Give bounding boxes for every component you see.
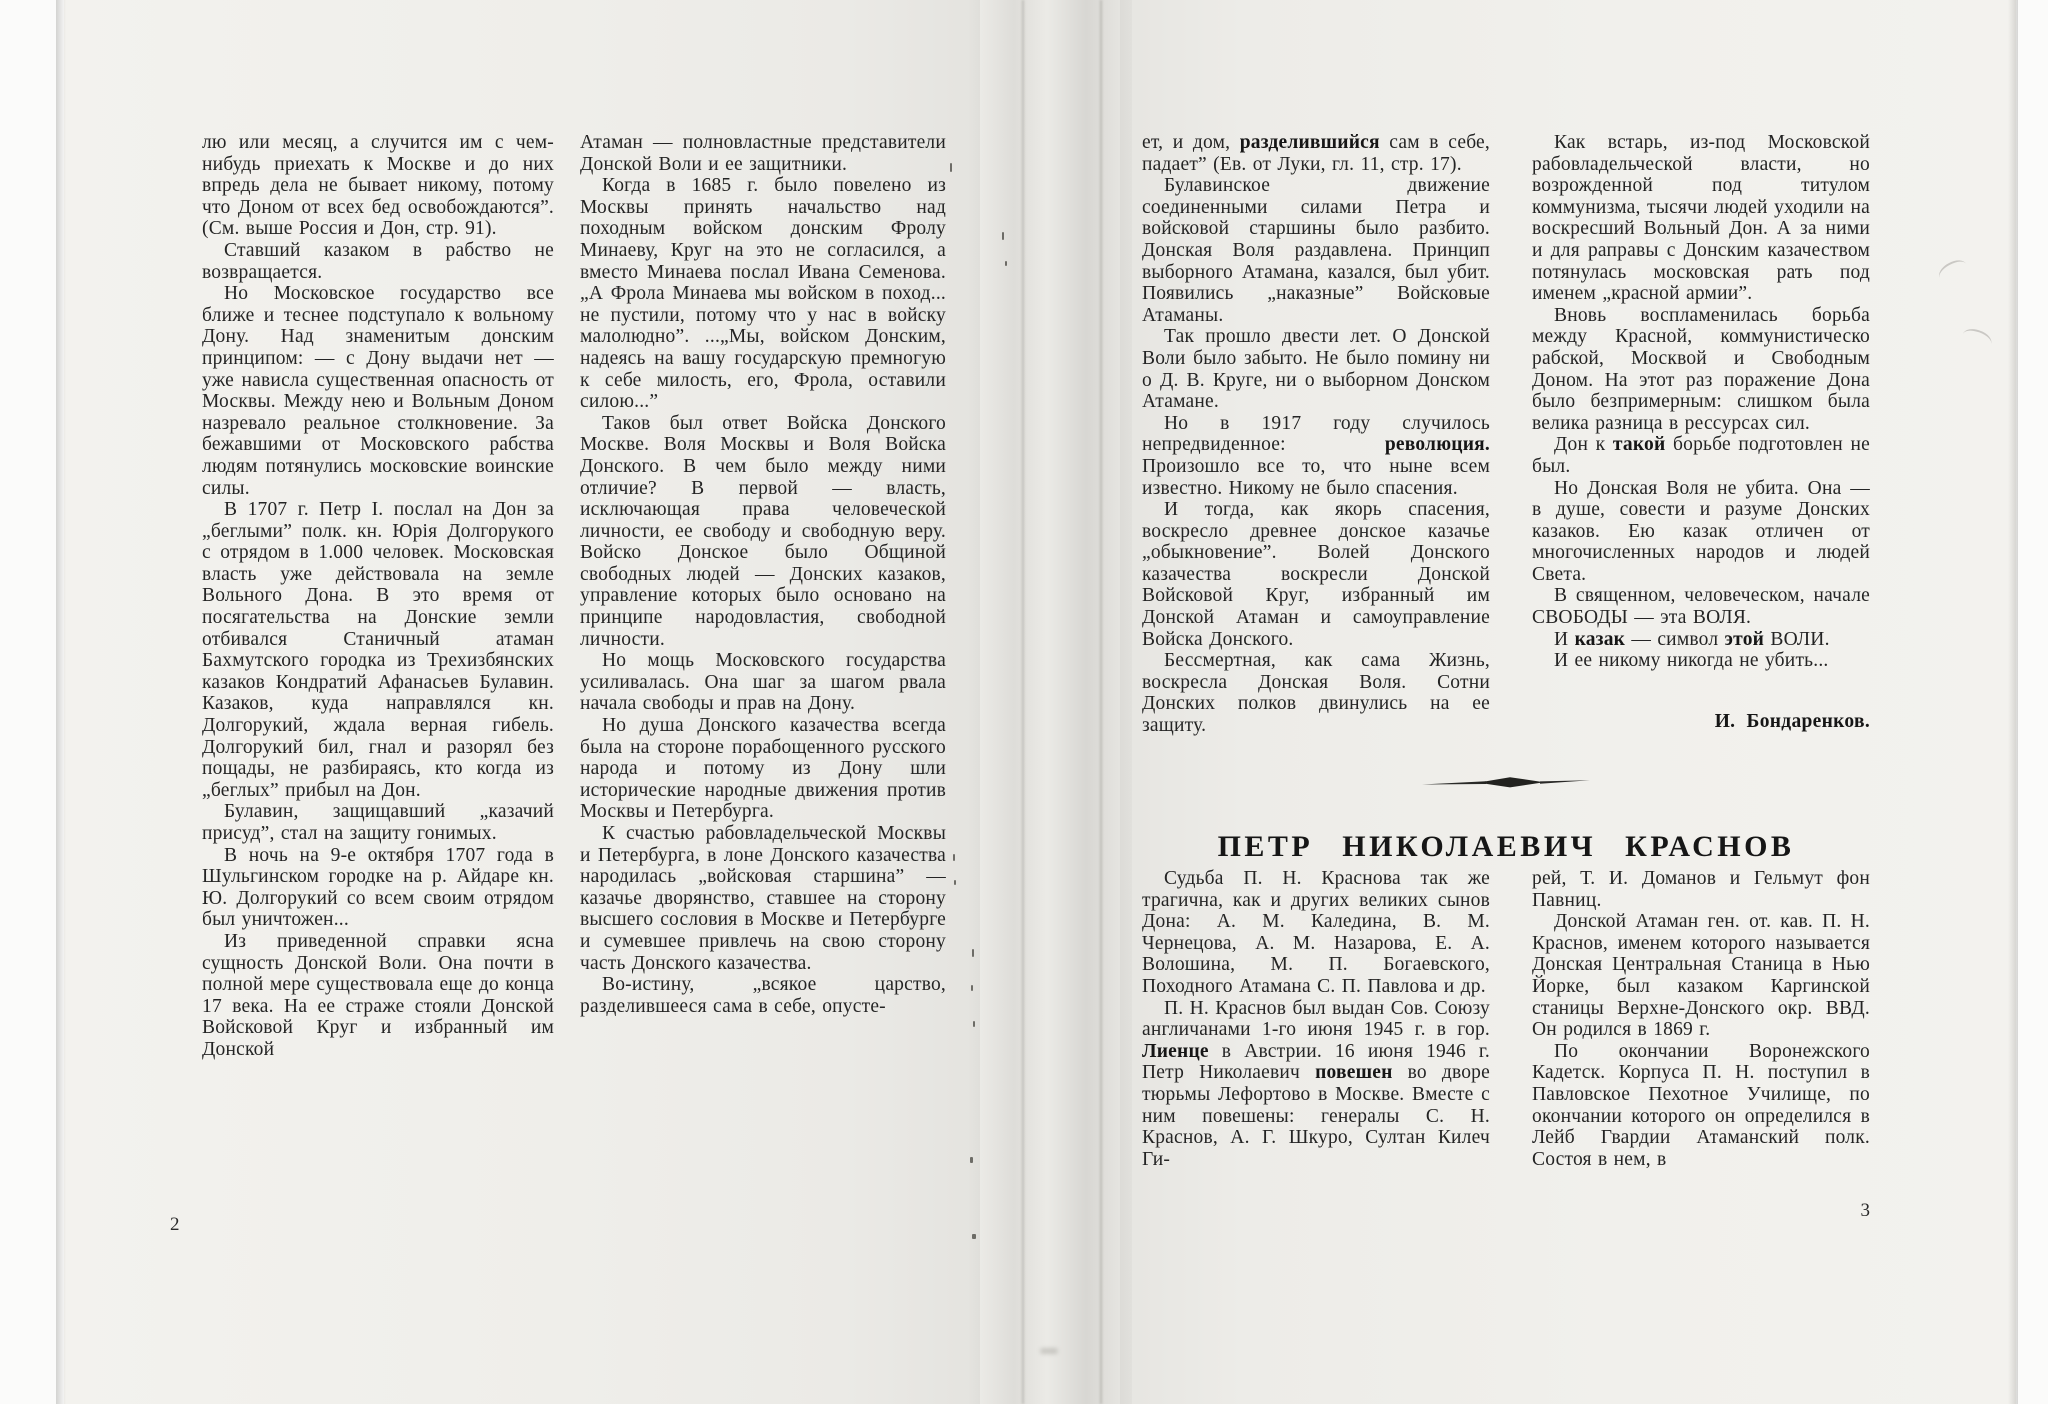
right-page-article2-column-2	[1532, 868, 1870, 1170]
paragraph: Когда в 1685 г. было повелено из Москвы принять начальство над походным войском донским Фролу Минаеву, Круг на это не согласился, а вместо Минаева послал Ивана Семенова. „А Фрола Минаева мы войском в поход... не пустили, потому что у нас в войску малолюдно”. ...„Мы, войском Донским, надеясь на вашу государскую премногую к себе милость, его, Фрола, оставили силою...”	[580, 175, 946, 413]
scan-speck	[950, 163, 952, 172]
scan-smudge	[1040, 1348, 1058, 1354]
paragraph: Дон к такой борьбе подготовлен не был.	[1532, 434, 1871, 477]
divider-rule-icon	[1422, 775, 1590, 789]
paragraph: Но Московское государство все ближе и теснее подступало к вольному Дону. Над знаменитым донским принципом: — с Дону выдачи нет — уже нависла существенная опасность от Москвы. Между нею и Вольным Доном назревало реальное столкновение. За бежавшими от Московского рабства людям потянулись московские воинские силы.	[202, 283, 554, 499]
paragraph: Во-истину, „всякое царство, разделившееся сама в себе, опусте-	[580, 974, 946, 1017]
scan-edge-left	[0, 0, 64, 1404]
paragraph: рей, Т. И. Доманов и Гельмут фон Павниц.	[1532, 868, 1870, 911]
left-page-column-2	[580, 132, 946, 1017]
paragraph: Судьба П. Н. Краснова так же трагична, как и других великих сынов Дона: А. М. Каледина, В. М. Чернецова, А. М. Назарова, Е. А. Волошина, М. П. Богаевского, Походного Атамана С. П. Павлова и др.	[1142, 868, 1490, 997]
scan-speck	[970, 1157, 973, 1163]
paragraph: В ночь на 9-е октября 1707 года в Шульгинском городке на р. Айдаре кн. Ю. Долгорукий со всем своим отрядом был уничтожен...	[202, 844, 554, 931]
paragraph: Ставший казаком в рабство не возвращается.	[202, 239, 554, 283]
scan-speck	[1005, 261, 1007, 266]
paragraph: Вновь воспламенилась борьба между Красной, коммунистическо рабской, Москвой и Свободным Доном. На этот раз поражение Дона было безпримерным: слишком была велика разница в рессурсах сил.	[1532, 304, 1870, 434]
scan-speck	[1002, 232, 1004, 240]
scan-speck	[971, 985, 973, 991]
paragraph: И ее никому никогда не убить...	[1554, 650, 1829, 672]
page-gutter-shadow	[968, 0, 1132, 1404]
paragraph: лю или месяц, а случится им с чем-нибудь приехать к Москве и до них впредь дела не бывает никому, потому что Доном от всех бед освобождаются”. (См. выше Россия и Дон, стр. 91).	[202, 132, 554, 240]
scan-speck	[953, 854, 955, 861]
gutter-streak	[1022, 0, 1024, 1404]
scan-speck	[954, 880, 956, 885]
scan-edge-right	[2016, 0, 2048, 1404]
paragraph: Но мощь Московского государства усиливалась. Она шаг за шагом рвала начала свободы и прав на Дону.	[580, 650, 946, 715]
section-divider-ornament	[1422, 775, 1590, 789]
scan-speck	[972, 949, 974, 957]
scan-speck	[972, 1234, 976, 1239]
paragraph: Но в 1917 году случилось непредвиденное: революция. Произошло все то, что ныне всем известно. Никому не было спасения.	[1142, 412, 1490, 499]
paragraph: Как встарь, из-под Московской рабовладельческой власти, но возрожденной под титулом коммунизма, тысячи людей уходили на воскресший Вольный Дон. А за ними и для раправы с Донским казачеством потянулась московская рать под именем „красной армии”.	[1532, 132, 1870, 305]
right-page-article1-column-2	[1532, 132, 1870, 672]
paragraph: Из приведенной справки ясна сущность Донской Воли. Она почти в полной мере существовала еще до конца 17 века. На ее страже стояли Донской Войсковой Круг и избранный им Донской	[202, 930, 554, 1060]
paragraph: Атаман — полновластные представители Донской Воли и ее защитники.	[580, 132, 946, 175]
paragraph: Но душа Донского казачества всегда была на стороне порабощенного русского народа и потому из Дону шли исторические народные движения против Москвы и Петербурга.	[580, 715, 946, 823]
paragraph: И казак — символ этой ВОЛИ.	[1554, 628, 1830, 650]
byline: И. Бондаренков.	[1714, 711, 1870, 732]
paragraph: Донской Атаман ген. от. кав. П. Н. Краснов, именем которого называется Донская Центральная Станица в Нью Йорке, был казаком Каргинской станицы Верхне-Донского окр. ВВД. Он родился в 1869 г.	[1532, 911, 1870, 1041]
paragraph: ет, и дом, разделившийся сам в себе, падает” (Ев. от Луки, гл. 11, стр. 17).	[1142, 132, 1490, 175]
paragraph: И тогда, как якорь спасения, воскресло древнее донское казачье „обыкновение”. Волей Донского казачества воскресли Донской Войсковой Круг, избранный им Донской Атаман и самоуправление Войска Донского.	[1142, 499, 1490, 650]
page-number-right: 3	[1860, 1200, 1870, 1221]
paragraph: К счастью рабовладельческой Москвы и Петербурга, в лоне Донского казачества народилась „войсковая старшина” — казачье дворянство, ставшее на сторону высшего сословия в Москве и Петербурге и сумевшее привлечь на свою сторону часть Донского казачества.	[580, 823, 946, 974]
right-page-article1-column-1	[1142, 132, 1490, 737]
paragraph: Булавинское движение соединенными силами Петра и войсковой старшины было разбито. Донская Воля раздавлена. Принцип выборного Атамана, казался, был убит. Появились „наказные” Войсковые Атаманы.	[1142, 175, 1490, 326]
left-page-column-1	[202, 132, 554, 1061]
paragraph: П. Н. Краснов был выдан Сов. Союзу англичанами 1-го июня 1945 г. в гор. Лиенце в Австрии. 16 июня 1946 г. Петр Николаевич повешен во дворе тюрьмы Лефортово в Москве. Вместе с ним повешены: генералы С. Н. Краснов, А. Г. Шкуро, Султан Килеч Ги-	[1142, 997, 1490, 1170]
gutter-streak	[1100, 0, 1102, 1404]
paragraph: Так прошло двести лет. О Донской Воли было забыто. Не было помину ни о Д. В. Круге, ни о выборном Донском Атамане.	[1142, 326, 1490, 413]
right-page-article2-column-1	[1142, 868, 1490, 1170]
paragraph: Но Донская Воля не убита. Она — в душе, совести и разуме Донских казаков. Ею казак отличен от многочисленных народов и людей Света.	[1532, 477, 1870, 585]
paragraph: Таков был ответ Войска Донского Москве. Воля Москвы и Воля Войска Донского. В чем было между ними отличие? В первой — власть, исключающая права человеческой личности, ее свободу и свободную веру. Войско Донское было Общиной свободных людей — Донских казаков, управление которых было основано на принципе народовластия, свободной личности.	[580, 412, 946, 650]
page-number-left: 2	[170, 1214, 180, 1235]
paragraph: По окончании Воронежского Кадетск. Корпуса П. Н. поступил в Павловское Пехотное Училище, по окончании которого он определился в Лейб Гвардии Атаманский полк. Состоя в нем, в	[1532, 1040, 1870, 1170]
scan-speck	[973, 1021, 975, 1027]
paragraph: Булавин, защищавший „казачий присуд”, стал на защиту гонимых.	[202, 801, 554, 844]
paragraph: Бессмертная, как сама Жизнь, воскресла Донская Воля. Сотни Донских полков двинулись на ее защиту.	[1142, 650, 1490, 737]
paragraph: В 1707 г. Петр I. послал на Дон за „беглыми” полк. кн. Юрія Долгорукого с отрядом в 1.000 человек. Московская власть уже действовала на земле Вольного Дона. В это время от посягательства на Донские земли отбивался Станичный атаман Бахмутского городка из Трехизбянских казаков Кондратий Афанасьев Булавин. Казаков, куда направлялся кн. Долгорукий, ждала верная гибель. Долгорукий бил, гнал и разорял без пощады, не разбираясь, кто когда из „беглых” прибыл на Дон.	[202, 499, 554, 801]
paragraph: В священном, человеческом, начале СВОБОДЫ — эта ВОЛЯ.	[1532, 585, 1870, 629]
article-title: ПЕТР НИКОЛАЕВИЧ КРАСНОВ	[1217, 830, 1795, 863]
